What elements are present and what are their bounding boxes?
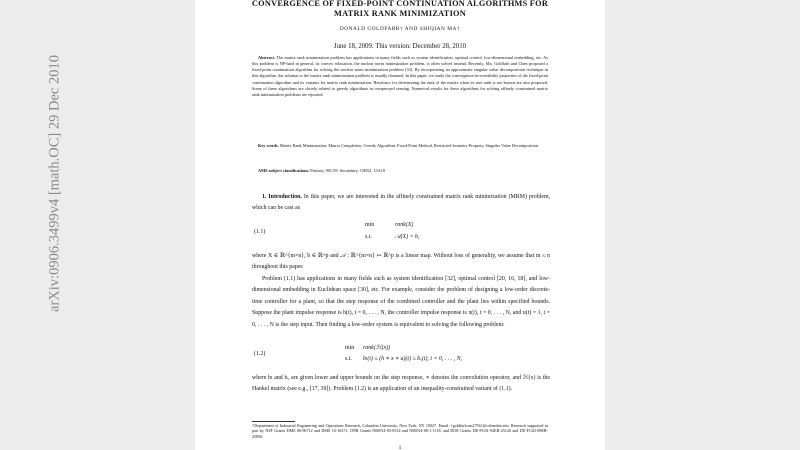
paper-title-line-2: MATRIX RANK MINIMIZATION [334,9,466,18]
equation-1-1-objective: rank(X) [395,222,414,228]
abstract [252,55,548,98]
equation-1-1-number: (1.1) [254,229,266,235]
applications-paragraph: Problem (1.1) has applications in many fields such as system identification [32], optimal control [20, 16, 18], and low-dimensional embedding in Euclidean space [30], etc. For example, consider the problem of designing a low-order discrete-time controller for a plant, so that the step response of the combined controller and the plant lies within specified bounds. Suppose the plant impulse response is h(t), t = 0, . . . , N, the controller impulse response is x(t), t = 0, . . . , N, and u(t) = 1, t = 0, . . . , N is the step input. Then finding a low-order system is equivalent to solving the following problem: [252,276,550,328]
footnote: †Department of Industrial Engineering and Operations Research, Columbia University, New York, NY 10027. Email: {goldfarb,sm2756}@columbia.edu. Research supported in part by NSF Grants DMS 06-06712 and DMS 10-16571, ONR Grants N00014-03-0514 and N00014-08-1-1118, and DOE Grants DE-FG01-92ER-25126 and DE-FG02-08ER-25856. [252,423,548,439]
ams-text: Primary, 90C59; Secondary, 15B52, 15A18 [310,168,386,173]
equation-1-2-number: (1.2) [254,351,266,357]
paper-title-line-1: CONVERGENCE OF FIXED-POINT CONTINUATION ALGORITHMS FOR [251,0,549,8]
footnote-rule [252,421,295,422]
equation-1-2-constraint: bₗ(t) ≤ (h ∗ x ∗ u)(t) ≤ bᵤ(t), t = 0, . . . , N, [363,356,462,362]
equation-1-1-min: min [365,222,375,228]
ams-classification [252,168,548,174]
abstract-label: Abstract. [258,55,276,60]
paper-page [195,0,605,450]
keywords-label: Key words. [258,143,279,148]
abstract-text: The matrix rank minimization problem has applications in many fields such as system identification, optimal control, low-dimensional embedding, etc. As this problem is NP-hard in general, its convex relaxation, the nuclear norm minimization problem, is often solved instead. Recently, Ma, Goldfarb and Chen proposed a fixed-point continuation algorithm for solving the nuclear norm minimization problem [33]. By incorporating an approximate singular value decomposition technique in this algorithm, the solution to the matrix rank minimization problem is usually obtained. In this paper, we study the convergence/recoverability properties of the fixed-point continuation algorithm and its variants for matrix rank minimization. Heuristics for determining the rank of the matrix when its true rank is not known are also proposed. Some of these algorithms are closely related to greedy algorithms in compressed sensing. Numerical results for these algorithms for solving affinely constrained matrix rank minimization problems are reported. [252,55,549,97]
paragraph-after-eq-1-1: where X ∈ ℝ^{m×n}, b ∈ ℝ^p and 𝒜 : ℝ^{m×n} ↦ ℝ^p is a linear map. Without loss of generality, we assume that m ≤ n throughout this paper. [252,253,550,271]
introduction-paragraph [252,192,550,215]
page-number: 1 [398,445,402,450]
equation-1-2-objective: rank(ℋ(x)) [363,345,391,351]
introduction-text: In this paper, we are interested in the affinely constrained matrix rank minimization (MRM) problem, which can be cast as [252,194,550,212]
equation-1-1-constraint: 𝒜(X) = b, [395,234,420,240]
equation-1-2-min: min [345,345,355,351]
ams-label: AMS subject classifications. [258,168,310,173]
paper-dates: June 18, 2009. This version: December 28, 2010 [333,43,466,50]
arxiv-identifier-stamp: arXiv:0906.3499v4 [math.OC] 29 Dec 2010 [46,55,63,312]
introduction-heading: 1. Introduction. [262,194,302,200]
keywords [252,143,548,149]
paper-authors: DONALD GOLDFARB† AND SHIQIAN MA† [339,26,461,32]
keywords-text: Matrix Rank Minimization, Matrix Completion, Greedy Algorithm, Fixed-Point Method, Restricted Isometry Property, Singular Value Decomposition [279,143,539,148]
equation-1-2-st: s.t. [345,356,352,362]
paragraph-after-eq-1-2: where bₗ and bᵤ are given lower and upper bounds on the step response, ∗ denotes the convolution operator, and ℋ(x) is the Hankel matrix (see e.g., [17, 39]). Problem (1.2) is an application of an inequality-constrained variant of (1.1). [252,375,550,393]
equation-1-1-st: s.t. [365,234,372,240]
